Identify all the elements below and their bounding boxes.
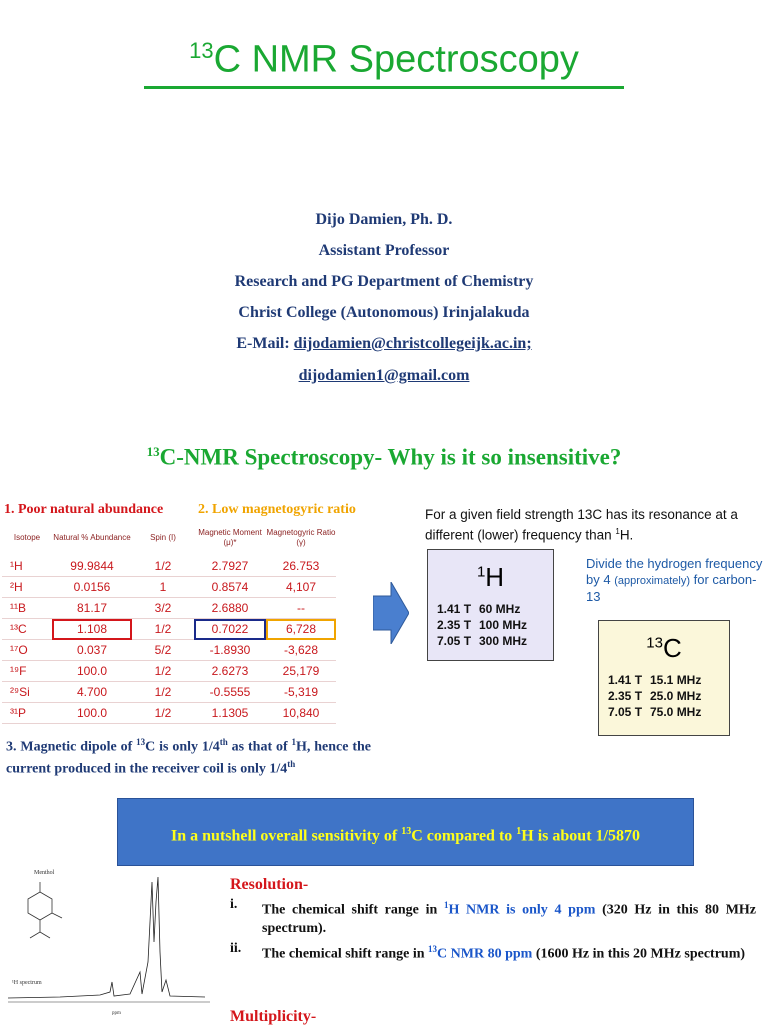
table-cell: 10,840 — [266, 703, 336, 724]
table-cell: 0.7022 — [194, 619, 266, 640]
molecule-name: Menthol — [34, 870, 55, 876]
author-email-line-2 — [0, 367, 768, 385]
table-cell: -0.5555 — [194, 682, 266, 703]
table-cell: 1/2 — [132, 682, 194, 703]
proton-frequency-box — [427, 549, 554, 661]
list-item: i. The chemical shift range in $^1$H NMR is only 4 ppm (320 Hz in this 80 MHz spectrum). — [230, 897, 757, 936]
author-college: Christ College (Autonomous) Irinjalakuda — [238, 304, 530, 321]
column-header: Magnetic Moment (μ)* — [198, 528, 262, 547]
table-cell: 3/2 — [132, 598, 194, 619]
spectrum-label: ¹H spectrum — [12, 980, 42, 986]
frequency-row — [608, 688, 729, 704]
isotope-table — [2, 520, 336, 724]
frequency-value: 60 MHz — [479, 602, 521, 616]
sensitivity-summary-banner: In a nutshell overall sensitivity of $^{13}$C compared to $^1$H is about 1/5870 — [117, 798, 694, 866]
table-cell: 4,107 — [266, 577, 336, 598]
author-name: Dijo Damien, Ph. D. — [315, 211, 453, 228]
table-cell: 100.0 — [52, 661, 132, 682]
column-header: Spin (I) — [150, 533, 176, 542]
field-strength: 1.41 T — [608, 673, 643, 687]
field-strength: 1.41 T — [437, 602, 472, 616]
isotope-cell: ¹¹B — [2, 598, 52, 619]
field-strength: 7.05 T — [608, 705, 643, 719]
table-cell: 26.753 — [266, 556, 336, 577]
table-cell: -5,319 — [266, 682, 336, 703]
table-row — [2, 577, 336, 598]
carbon-box-title: $^{13}$C — [646, 633, 682, 663]
list-item: ii. The chemical shift range in $^{13}$C NMR 80 ppm (1600 Hz in this 20 MHz spectrum) — [230, 940, 746, 962]
table-cell: 2.6273 — [194, 661, 266, 682]
email-link-1[interactable]: dijodamien@christcollegeijk.ac.in; — [293, 335, 532, 352]
frequency-value: 15.1 MHz — [650, 673, 702, 687]
author-position: Assistant Professor — [318, 242, 450, 259]
point-low-gyromagnetic: 2. Low magnetogyric ratio — [198, 502, 356, 517]
isotope-cell: ¹H — [2, 556, 52, 577]
field-strength: 2.35 T — [437, 618, 472, 632]
table-row — [2, 598, 336, 619]
divide-note: Divide the hydrogen frequency by 4 (approximately) for carbon-13 — [586, 556, 763, 604]
multiplicity-heading: Multiplicity- — [230, 1008, 317, 1025]
spectrum-axis-label: ppm — [112, 1011, 121, 1016]
arrow-right-icon — [373, 582, 409, 644]
menthol-structure-icon — [28, 882, 62, 938]
field-strength: 7.05 T — [437, 634, 472, 648]
table-row — [2, 556, 336, 577]
table-cell: 2.7927 — [194, 556, 266, 577]
table-cell: 25,179 — [266, 661, 336, 682]
isotope-cell: ¹³C — [2, 619, 52, 640]
proton-box-title: $^1$H — [476, 562, 505, 592]
isotope-cell: ²H — [2, 577, 52, 598]
table-cell: 1/2 — [132, 556, 194, 577]
frequency-value: 75.0 MHz — [650, 705, 702, 719]
frequency-row — [437, 633, 553, 649]
isotope-cell: ³¹P — [2, 703, 52, 724]
frequency-row — [437, 601, 553, 617]
table-row — [2, 682, 336, 703]
table-cell: 1/2 — [132, 619, 194, 640]
frequency-value: 300 MHz — [479, 634, 528, 648]
table-row — [2, 619, 336, 640]
frequency-value: 100 MHz — [479, 618, 528, 632]
table-cell: 100.0 — [52, 703, 132, 724]
table-cell: 81.17 — [52, 598, 132, 619]
field-strength-note: For a given field strength 13C has its resonance at a different (lower) frequency than $^1$H. — [425, 507, 738, 543]
table-cell: 5/2 — [132, 640, 194, 661]
carbon-frequency-box — [598, 620, 730, 736]
isotope-cell: ¹⁷O — [2, 640, 52, 661]
column-header: Magnetogyric Ratio (γ) — [266, 528, 336, 547]
table-cell: 1.1305 — [194, 703, 266, 724]
frequency-row — [608, 672, 729, 688]
email-link-2[interactable]: dijodamien1@gmail.com — [298, 367, 470, 384]
isotope-cell: ¹⁹F — [2, 661, 52, 682]
column-header: Natural % Abundance — [53, 533, 131, 542]
table-cell: 1/2 — [132, 703, 194, 724]
table-cell: 99.9844 — [52, 556, 132, 577]
resolution-list — [230, 896, 756, 965]
column-header: Isotope — [13, 533, 41, 542]
table-cell: 1.108 — [52, 619, 132, 640]
table-cell: 1/2 — [132, 661, 194, 682]
magnetic-dipole-note: 3. Magnetic dipole of $^{13}$C is only 1/4th as that of $^1$H, hence the current produced in the receiver coil is only 1/4th — [6, 737, 371, 777]
frequency-row — [437, 617, 553, 633]
point-poor-abundance: 1. Poor natural abundance — [4, 502, 164, 517]
resolution-heading: Resolution- — [230, 876, 309, 893]
isotope-table-header — [2, 520, 336, 556]
table-cell: -- — [266, 598, 336, 619]
table-cell: 2.6880 — [194, 598, 266, 619]
field-strength: 2.35 T — [608, 689, 643, 703]
frequency-value: 25.0 MHz — [650, 689, 702, 703]
table-row — [2, 640, 336, 661]
isotope-cell: ²⁹Si — [2, 682, 52, 703]
page-title: $^{13}$C NMR Spectroscopy — [189, 38, 579, 81]
title-underline — [144, 86, 624, 89]
table-cell: -3,628 — [266, 640, 336, 661]
frequency-row — [608, 704, 729, 720]
table-row — [2, 703, 336, 724]
table-cell: 0.037 — [52, 640, 132, 661]
table-cell: 1 — [132, 577, 194, 598]
section-heading: $^{13}$C-NMR Spectroscopy- Why is it so insensitive? — [146, 444, 622, 470]
table-cell: 0.0156 — [52, 577, 132, 598]
table-cell: -1.8930 — [194, 640, 266, 661]
table-cell: 6,728 — [266, 619, 336, 640]
table-row — [2, 661, 336, 682]
proton-spectrum-image — [0, 862, 225, 1024]
table-cell: 0.8574 — [194, 577, 266, 598]
author-department: Research and PG Department of Chemistry — [234, 273, 534, 290]
table-cell: 4.700 — [52, 682, 132, 703]
author-email-line: E-Mail: dijodamien@christcollegeijk.ac.in; — [236, 335, 532, 352]
